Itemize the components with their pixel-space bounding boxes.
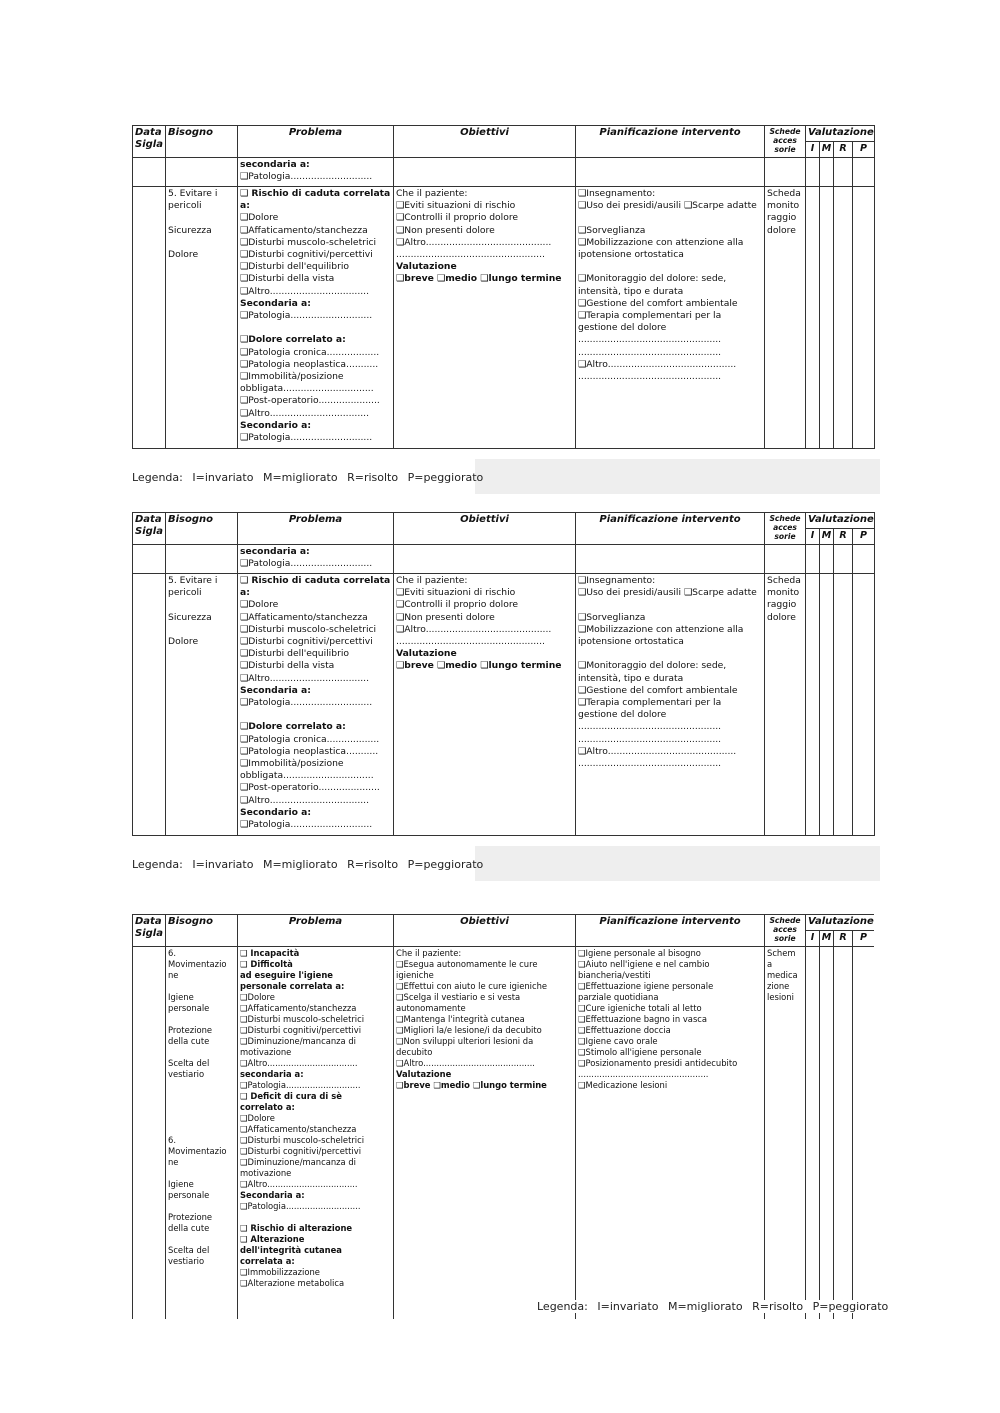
- cell-line: 6.: [168, 948, 176, 958]
- cell-line: autonomamente: [396, 1003, 466, 1013]
- legend-i: I=invariato: [597, 1300, 659, 1313]
- cell-line: Secondario a:: [240, 419, 311, 431]
- cell-line: Scheda: [767, 188, 801, 199]
- cell-line: Scelta del: [168, 1058, 210, 1068]
- header-val-m: M: [820, 529, 834, 545]
- cell-line: ❑Dolore correlato a:: [240, 721, 346, 733]
- cell-line: a:: [240, 200, 250, 212]
- legend-background: [475, 846, 880, 881]
- cell-line: [168, 1124, 235, 1135]
- cell-line: 5. Evitare i: [168, 575, 218, 586]
- cell-line: ❑Affaticamento/stanchezza: [240, 611, 368, 623]
- cell-line: ipotensione ortostatica: [578, 636, 684, 648]
- cell-line: ❑Sorveglianza: [578, 611, 646, 623]
- cell-line: ❑Altro..................................: [240, 407, 370, 419]
- cell-line: ❑Affaticamento/stanchezza: [240, 1124, 357, 1134]
- header-bisogno: Bisogno: [166, 915, 238, 947]
- cell-line: ❑Post-operatorio.....................: [240, 782, 380, 794]
- objectives-cell: [394, 574, 576, 836]
- cell-line: ❑Patologia............................: [240, 1080, 361, 1090]
- cell-line: Schem: [767, 948, 796, 958]
- header-problema: Problema: [238, 126, 394, 158]
- header-problema: Problema: [238, 513, 394, 545]
- cell-line: [168, 1014, 235, 1025]
- cell-line: ❑Effettuazione bagno in vasca: [578, 1014, 708, 1024]
- cell-line: ❑Diminuzione/mancanza di: [240, 1036, 356, 1046]
- cell-line: [168, 1091, 235, 1102]
- cell-line: Secondaria a:: [240, 684, 311, 696]
- val-r-cell[interactable]: [834, 574, 853, 836]
- header-val-r: R: [834, 931, 853, 947]
- bisogno-cell: [166, 187, 238, 449]
- header-valutazione: Valutazione: [806, 513, 875, 529]
- cell-line: [578, 212, 762, 224]
- care-plan-table-3: [132, 914, 874, 1319]
- cell-line: ❑Dolore: [240, 212, 279, 224]
- cell-line: obbligata...............................: [240, 770, 374, 782]
- cell-line: secondaria a:: [240, 1069, 304, 1079]
- header-obiettivi: Obiettivi: [394, 915, 576, 947]
- bisogno-cell: [166, 947, 238, 1320]
- cell-line: [168, 981, 235, 992]
- cell-line: raggio: [767, 599, 797, 611]
- legend-i: I=invariato: [192, 858, 254, 871]
- cell-line: ❑Altro............................................: [578, 745, 737, 757]
- header-val-i: I: [806, 931, 820, 947]
- header-obiettivi: Obiettivi: [394, 126, 576, 158]
- cell-line: ne: [168, 1157, 179, 1167]
- cell-line: Movimentazio: [168, 959, 227, 969]
- cell-line: ❑Mobilizzazione con attenzione alla: [578, 236, 744, 248]
- bisogno-cell: [166, 574, 238, 836]
- cell-line: ❑Dolore: [240, 599, 279, 611]
- cell-line: ❑Disturbi muscolo-scheletrici: [240, 1135, 365, 1145]
- header-bisogno: Bisogno: [166, 513, 238, 545]
- cell-line: vestiario: [168, 1069, 205, 1079]
- cell-line: Secondario a:: [240, 806, 311, 818]
- cell-line: motivazione: [240, 1168, 292, 1178]
- cell-line: .................................................: [578, 721, 722, 733]
- cell-line: [578, 261, 762, 273]
- cell-line: ❑Disturbi muscolo-scheletrici: [240, 1014, 365, 1024]
- cell-line: .................................................: [578, 346, 722, 358]
- cell-line: ❑Disturbi muscolo-scheletrici: [240, 623, 377, 635]
- legend-background: [475, 459, 880, 494]
- cell-line: ❑Disturbi cognitivi/percettivi: [240, 249, 373, 261]
- objectives-cell: [394, 187, 576, 449]
- plan-cell: [576, 574, 765, 836]
- cell-line: ❑Aiuto nell'igiene e nel cambio: [578, 959, 710, 969]
- cell-line: ❑Sorveglianza: [578, 224, 646, 236]
- cell-line: Secondaria a:: [240, 1190, 305, 1200]
- care-table: [132, 914, 874, 1319]
- cell-line: [240, 322, 391, 334]
- cell-line: ❑Altro..................................: [240, 1179, 358, 1189]
- objectives-cell: [394, 947, 576, 1320]
- cell-line: ❑Mobilizzazione con attenzione alla: [578, 623, 744, 635]
- cell-line: Protezione: [168, 1025, 213, 1035]
- top-problem-cell: [238, 158, 394, 187]
- cell-line: ❑Immobilità/posizione: [240, 758, 344, 770]
- cell-line: ❑Effettuazione doccia: [578, 1025, 671, 1035]
- cell-line: ❑ Alterazione: [240, 1234, 305, 1244]
- cell-line: .................................................: [578, 758, 722, 770]
- problem-cell: [238, 947, 394, 1320]
- cell-line: ❑Altro..................................: [240, 794, 370, 806]
- problem-cell: [238, 187, 394, 449]
- cell-line: a: [767, 959, 773, 969]
- cell-line: decubito: [396, 1047, 433, 1057]
- problem-line: ❑Patologia............................: [240, 558, 373, 570]
- legend-3: [535, 1300, 896, 1313]
- cell-line: [168, 237, 235, 249]
- cell-line: ❑Dolore: [240, 992, 275, 1002]
- plan-cell: [576, 187, 765, 449]
- cell-line: ❑Disturbi cognitivi/percettivi: [240, 1025, 362, 1035]
- cell-line: Sicurezza: [168, 224, 212, 236]
- cell-line: ❑ Rischio di caduta correlata: [240, 575, 391, 586]
- problem-line: secondaria a:: [240, 546, 310, 557]
- cell-line: ❑Effettuazione igiene personale: [578, 981, 714, 991]
- cell-line: Igiene: [168, 1179, 194, 1189]
- val-i-cell[interactable]: [806, 947, 820, 1320]
- cell-line: correlata a:: [240, 1256, 295, 1266]
- cell-line: [168, 1234, 235, 1245]
- cell-line: ❑Immobilità/posizione: [240, 371, 344, 383]
- cell-line: ❑Patologia............................: [240, 310, 373, 322]
- header-pianificazione: Pianificazione intervento: [576, 915, 765, 947]
- problem-line: ❑Patologia............................: [240, 171, 373, 183]
- cell-line: ❑Altro..................................: [240, 285, 370, 297]
- cell-line: ❑Affaticamento/stanchezza: [240, 224, 368, 236]
- cell-line: ❑breve ❑medio ❑lungo termine: [396, 660, 562, 672]
- cell-line: ❑Post-operatorio.....................: [240, 395, 380, 407]
- val-p-cell[interactable]: [853, 187, 875, 449]
- cell-line: personale: [168, 1190, 210, 1200]
- cell-line: ❑Insegnamento:: [578, 575, 656, 586]
- cell-line: pericoli: [168, 200, 202, 212]
- cell-line: Valutazione: [396, 648, 457, 660]
- header-val-p: P: [853, 142, 875, 158]
- cell-line: Valutazione: [396, 261, 457, 273]
- cell-line: ❑Eviti situazioni di rischio: [396, 200, 516, 212]
- cell-line: igieniche: [396, 970, 434, 980]
- legend-r: R=risolto: [752, 1300, 804, 1313]
- cell-line: Dolore: [168, 249, 199, 261]
- cell-line: correlato a:: [240, 1102, 295, 1112]
- cell-line: .................................................: [578, 733, 722, 745]
- legend-p: P=peggiorato: [407, 471, 484, 484]
- legend-m: M=migliorato: [667, 1300, 743, 1313]
- val-r-cell[interactable]: [834, 187, 853, 449]
- header-schede: Schede acces sorie: [765, 915, 806, 947]
- cell-line: ❑Gestione del comfort ambientale: [578, 684, 738, 696]
- cell-line: medica: [767, 970, 798, 980]
- cell-line: personale correlata a:: [240, 981, 345, 991]
- legend-m: M=migliorato: [262, 471, 338, 484]
- care-table: [132, 125, 875, 449]
- cell-line: ❑Non presenti dolore: [396, 224, 495, 236]
- header-val-i: I: [806, 142, 820, 158]
- cell-line: ❑Mantenga l'integrità cutanea: [396, 1014, 525, 1024]
- cell-line: ❑Disturbi cognitivi/percettivi: [240, 636, 373, 648]
- cell-line: ❑Igiene cavo orale: [578, 1036, 658, 1046]
- cell-line: ❑Immobilizzazione: [240, 1267, 320, 1277]
- cell-line: [168, 599, 235, 611]
- cell-line: [240, 1212, 391, 1223]
- cell-line: [240, 709, 391, 721]
- cell-line: ❑Disturbi della vista: [240, 273, 335, 285]
- cell-line: ❑breve ❑medio ❑lungo termine: [396, 273, 562, 285]
- cell-line: ❑breve ❑medio ❑lungo termine: [396, 1080, 547, 1090]
- cell-line: Che il paziente:: [396, 948, 462, 958]
- cell-line: dolore: [767, 224, 796, 236]
- header-data-sigla: Data Sigla: [133, 915, 166, 947]
- val-p-cell[interactable]: [853, 574, 875, 836]
- cell-line: intensità, tipo e durata: [578, 285, 684, 297]
- cell-line: ❑Monitoraggio del dolore: sede,: [578, 660, 727, 672]
- legend-r: R=risolto: [347, 471, 399, 484]
- header-valutazione: Valutazione: [806, 915, 875, 931]
- cell-line: motivazione: [240, 1047, 292, 1057]
- legend-prefix: Legenda:: [132, 858, 183, 871]
- problem-cell: [238, 574, 394, 836]
- cell-line: ...................................................: [396, 636, 545, 648]
- cell-line: raggio: [767, 212, 797, 224]
- legend-m: M=migliorato: [262, 858, 338, 871]
- cell-line: ❑Patologia............................: [240, 697, 373, 709]
- cell-line: lesioni: [767, 992, 794, 1002]
- cell-line: gestione del dolore: [578, 709, 667, 721]
- cell-line: intensità, tipo e durata: [578, 672, 684, 684]
- cell-line: della cute: [168, 1036, 210, 1046]
- cell-line: ❑Patologia............................: [240, 1201, 361, 1211]
- cell-line: ❑Terapia complementari per la: [578, 697, 722, 709]
- cell-line: ❑ Deficit di cura di sè: [240, 1091, 342, 1101]
- val-p-cell[interactable]: [853, 947, 875, 1320]
- legend-1: [132, 471, 489, 484]
- cell-line: pericoli: [168, 587, 202, 599]
- cell-line: [578, 599, 762, 611]
- schede-cell: [765, 574, 806, 836]
- cell-line: ❑Patologia............................: [240, 432, 373, 444]
- cell-line: .................................................: [578, 371, 722, 383]
- cell-line: ❑Patologia neoplastica...........: [240, 358, 379, 370]
- cell-line: ❑Posizionamento presidi antidecubito: [578, 1058, 738, 1068]
- cell-line: ❑Altro..................................: [240, 1058, 358, 1068]
- val-i-cell[interactable]: [806, 187, 820, 449]
- care-plan-table-1: [132, 125, 874, 449]
- header-pianificazione: Pianificazione intervento: [576, 513, 765, 545]
- cell-line: ❑Disturbi cognitivi/percettivi: [240, 1146, 362, 1156]
- schede-cell: [765, 187, 806, 449]
- cell-line: ❑Gestione del comfort ambientale: [578, 297, 738, 309]
- cell-line: ❑Disturbi dell'equilibrio: [240, 648, 350, 660]
- care-plan-table-2: [132, 512, 874, 836]
- cell-line: ❑Uso dei presidi/ausili ❑Scarpe adatte: [578, 200, 757, 212]
- cell-line: ❑Dolore correlato a:: [240, 334, 346, 346]
- cell-line: ❑Altro............................................: [578, 358, 737, 370]
- cell-line: Igiene: [168, 992, 194, 1002]
- cell-line: biancheria/vestiti: [578, 970, 651, 980]
- cell-line: ❑Uso dei presidi/ausili ❑Scarpe adatte: [578, 587, 757, 599]
- cell-line: ❑Patologia............................: [240, 819, 373, 831]
- cell-line: ❑Non presenti dolore: [396, 611, 495, 623]
- cell-line: ❑Disturbi dell'equilibrio: [240, 261, 350, 273]
- cell-line: 5. Evitare i: [168, 188, 218, 199]
- cell-line: [168, 1080, 235, 1091]
- cell-line: dell'integrità cutanea: [240, 1245, 342, 1255]
- legend-prefix: Legenda:: [537, 1300, 588, 1313]
- cell-line: Scheda: [767, 575, 801, 586]
- cell-line: ❑Medicazione lesioni: [578, 1080, 668, 1090]
- cell-line: ipotensione ortostatica: [578, 249, 684, 261]
- cell-line: .................................................: [578, 334, 722, 346]
- header-val-m: M: [820, 931, 834, 947]
- cell-line: Valutazione: [396, 1069, 452, 1079]
- header-data-sigla: Data Sigla: [133, 513, 166, 545]
- val-m-cell[interactable]: [820, 574, 834, 836]
- cell-line: [168, 212, 235, 224]
- cell-line: Che il paziente:: [396, 575, 468, 586]
- cell-line: ❑Disturbi della vista: [240, 660, 335, 672]
- cell-line: ❑Alterazione metabolica: [240, 1278, 345, 1288]
- plan-cell: [576, 947, 765, 1320]
- cell-line: [168, 1102, 235, 1113]
- cell-line: [168, 1201, 235, 1212]
- header-obiettivi: Obiettivi: [394, 513, 576, 545]
- cell-line: ❑ Difficoltà: [240, 959, 293, 969]
- legend-prefix: Legenda:: [132, 471, 183, 484]
- header-val-r: R: [834, 529, 853, 545]
- cell-line: Protezione: [168, 1212, 213, 1222]
- cell-line: [168, 1113, 235, 1124]
- header-data-sigla: Data Sigla: [133, 126, 166, 158]
- cell-line: ne: [168, 970, 179, 980]
- header-schede: Schede acces sorie: [765, 126, 806, 158]
- cell-line: ❑Igiene personale al bisogno: [578, 948, 701, 958]
- cell-line: ❑Altro..................................: [240, 672, 370, 684]
- cell-line: ❑Altro...........................................: [396, 623, 552, 635]
- cell-line: ❑Controlli il proprio dolore: [396, 599, 519, 611]
- cell-line: ❑Disturbi muscolo-scheletrici: [240, 236, 377, 248]
- cell-line: Secondaria a:: [240, 297, 311, 309]
- cell-line: personale: [168, 1003, 210, 1013]
- legend-r: R=risolto: [347, 858, 399, 871]
- care-table: [132, 512, 875, 836]
- cell-line: [168, 624, 235, 636]
- header-val-p: P: [853, 931, 875, 947]
- val-r-cell[interactable]: [834, 947, 853, 1320]
- cell-line: obbligata...............................: [240, 383, 374, 395]
- header-bisogno: Bisogno: [166, 126, 238, 158]
- cell-line: Movimentazio: [168, 1146, 227, 1156]
- legend-p: P=peggiorato: [407, 858, 484, 871]
- cell-line: ❑Dolore: [240, 1113, 275, 1123]
- cell-line: parziale quotidiana: [578, 992, 659, 1002]
- cell-line: Sicurezza: [168, 611, 212, 623]
- cell-line: ❑Altro...........................................: [396, 236, 552, 248]
- val-i-cell[interactable]: [806, 574, 820, 836]
- header-pianificazione: Pianificazione intervento: [576, 126, 765, 158]
- cell-line: dolore: [767, 611, 796, 623]
- cell-line: vestiario: [168, 1256, 205, 1266]
- cell-line: ❑Controlli il proprio dolore: [396, 212, 519, 224]
- header-val-p: P: [853, 529, 875, 545]
- cell-line: a:: [240, 587, 250, 599]
- cell-line: ❑Monitoraggio del dolore: sede,: [578, 273, 727, 285]
- cell-line: .................................................: [578, 1069, 709, 1079]
- cell-line: ❑Non sviluppi ulteriori lesioni da: [396, 1036, 534, 1046]
- cell-line: ❑Eviti situazioni di rischio: [396, 587, 516, 599]
- val-m-cell[interactable]: [820, 947, 834, 1320]
- cell-line: ❑Patologia cronica..................: [240, 346, 380, 358]
- cell-line: ❑ Rischio di caduta correlata: [240, 188, 391, 199]
- cell-line: ❑Stimolo all'igiene personale: [578, 1047, 702, 1057]
- cell-line: ...................................................: [396, 249, 545, 261]
- cell-line: Scelta del: [168, 1245, 210, 1255]
- cell-line: ad eseguire l'igiene: [240, 970, 333, 980]
- cell-line: [168, 1047, 235, 1058]
- cell-line: [168, 1168, 235, 1179]
- header-val-m: M: [820, 142, 834, 158]
- cell-line: gestione del dolore: [578, 322, 667, 334]
- header-valutazione: Valutazione: [806, 126, 875, 142]
- cell-line: 6.: [168, 1135, 176, 1145]
- cell-line: zione: [767, 981, 790, 991]
- cell-line: ❑Patologia cronica..................: [240, 733, 380, 745]
- cell-line: monito: [767, 587, 800, 599]
- cell-line: monito: [767, 200, 800, 212]
- cell-line: ❑Altro..........................................: [396, 1058, 535, 1068]
- cell-line: [578, 648, 762, 660]
- problem-line: secondaria a:: [240, 159, 310, 170]
- cell-line: ❑Scelga il vestiario e si vesta: [396, 992, 521, 1002]
- top-problem-cell: [238, 545, 394, 574]
- cell-line: ❑Migliori la/e lesione/i da decubito: [396, 1025, 542, 1035]
- legend-2: [132, 858, 489, 871]
- cell-line: Dolore: [168, 636, 199, 648]
- header-schede: Schede acces sorie: [765, 513, 806, 545]
- header-val-r: R: [834, 142, 853, 158]
- legend-i: I=invariato: [192, 471, 254, 484]
- cell-line: ❑Affaticamento/stanchezza: [240, 1003, 357, 1013]
- cell-line: ❑Insegnamento:: [578, 188, 656, 199]
- cell-line: ❑Diminuzione/mancanza di: [240, 1157, 356, 1167]
- cell-line: ❑ Rischio di alterazione: [240, 1223, 353, 1233]
- legend-p: P=peggiorato: [812, 1300, 889, 1313]
- cell-line: ❑Effettui con aiuto le cure igieniche: [396, 981, 548, 991]
- cell-line: Che il paziente:: [396, 188, 468, 199]
- header-problema: Problema: [238, 915, 394, 947]
- cell-line: ❑Terapia complementari per la: [578, 310, 722, 322]
- cell-line: ❑Esegua autonomamente le cure: [396, 959, 538, 969]
- val-m-cell[interactable]: [820, 187, 834, 449]
- schede-cell: [765, 947, 806, 1320]
- cell-line: ❑Patologia neoplastica...........: [240, 745, 379, 757]
- cell-line: ❑Cure igieniche totali al letto: [578, 1003, 702, 1013]
- cell-line: della cute: [168, 1223, 210, 1233]
- header-val-i: I: [806, 529, 820, 545]
- cell-line: ❑ Incapacità: [240, 948, 300, 958]
